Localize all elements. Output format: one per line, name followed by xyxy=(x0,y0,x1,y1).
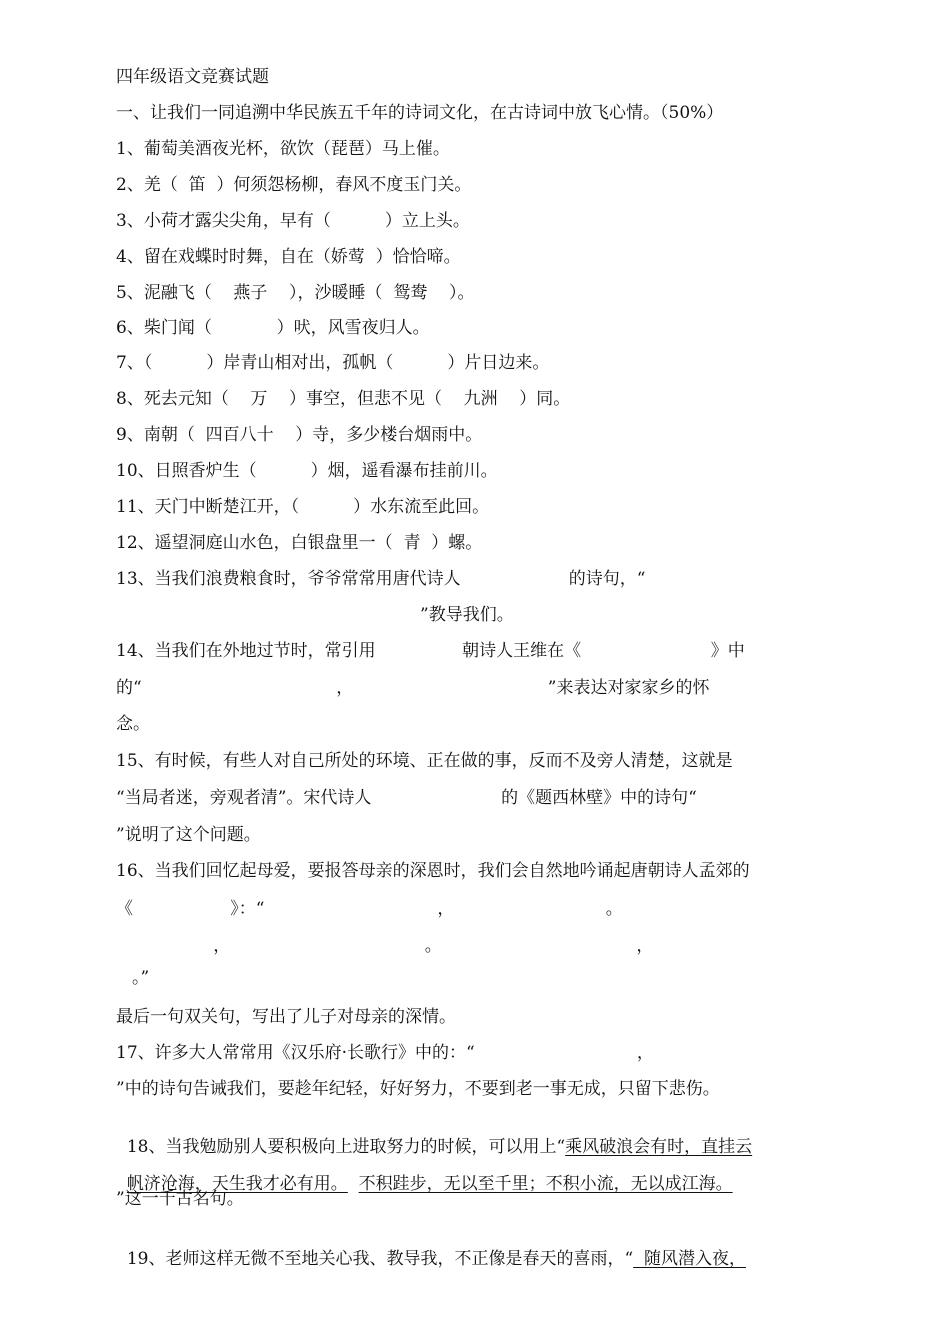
question-19-line-1 xyxy=(116,1226,836,1270)
question-7: 7、（ ）岸青山相对出，孤帆（ ）片日边来。 xyxy=(116,353,550,373)
question-13-line-1: 13、当我们浪费粮食时，爷爷常常用唐代诗人 的诗句，“ xyxy=(116,569,646,589)
question-12: 12、遥望洞庭山水色，白银盘里一（ 青 ）螺。 xyxy=(116,533,483,553)
question-6: 6、柴门闻（ ）吠，风雪夜归人。 xyxy=(116,318,430,338)
question-18-answer-part-1: 乘风破浪会有时，直挂云 xyxy=(565,1137,753,1157)
question-18-answer-part-3: 不积跬步，无以至千里；不积小流，无以成江海。 xyxy=(358,1174,733,1194)
question-16-line-3: ， 。 ， xyxy=(116,936,654,956)
question-1: 1、葡萄美酒夜光杯，欲饮（琵琶）马上催。 xyxy=(116,139,450,159)
question-18-prompt: 18、当我勉励别人要积极向上进取努力的时候，可以用上“ xyxy=(126,1137,566,1157)
page-title: 四年级语文竞赛试题 xyxy=(116,67,269,87)
question-16-line-1: 16、当我们回忆起母爱，要报答母亲的深恩时，我们会自然地吟诵起唐朝诗人孟郊的 xyxy=(116,861,750,881)
section-heading: 一、让我们一同追溯中华民族五千年的诗词文化，在古诗词中放飞心情。（50%） xyxy=(116,103,724,123)
question-14-line-2: 的“ ， ”来表达对家家乡的怀 xyxy=(116,678,710,698)
question-3: 3、小荷才露尖尖角，早有（ ）立上头。 xyxy=(116,211,470,231)
question-18-line-3: ”这一千古名句。 xyxy=(116,1189,244,1209)
question-19-prompt: 19、老师这样无微不至地关心我、教导我，不正像是春天的喜雨，“ xyxy=(126,1249,634,1269)
question-9: 9、南朝（ 四百八十 ）寺，多少楼台烟雨中。 xyxy=(116,425,483,445)
question-17-line-2: ”中的诗句告诫我们，要趁年纪轻，好好努力，不要到老一事无成，只留下悲伤。 xyxy=(116,1079,720,1099)
question-11: 11、天门中断楚江开，（ ）水东流至此回。 xyxy=(116,497,490,517)
question-14-line-1: 14、当我们在外地过节时，常引用 朝诗人王维在《 》中 xyxy=(116,641,745,661)
question-15-line-3: ”说明了这个问题。 xyxy=(116,825,261,845)
question-19-answer: 随风潜入夜， xyxy=(633,1249,746,1269)
question-16-line-2: 《 》：“ ， 。 xyxy=(116,899,623,919)
question-16-line-4: 。” xyxy=(132,968,150,988)
question-15-line-2: “当局者迷，旁观者清”。宋代诗人 的《题西林壁》中的诗句“ xyxy=(116,788,697,808)
question-10: 10、日照香炉生（ ）烟，遥看瀑布挂前川。 xyxy=(116,461,498,481)
question-4: 4、留在戏蝶时时舞，自在（娇莺 ）恰恰啼。 xyxy=(116,247,461,267)
question-5: 5、泥融飞（ 燕子 ），沙暖睡（ 鸳鸯 ）。 xyxy=(116,283,475,303)
question-8: 8、死去元知（ 万 ）事空，但悲不见（ 九洲 ）同。 xyxy=(116,389,571,409)
question-18-answer-part-2: 帆济沧海，天生我才必有用。 xyxy=(126,1174,348,1194)
question-2: 2、羌（ 笛 ）何须怨杨柳，春风不度玉门关。 xyxy=(116,175,472,195)
question-17-line-1: 17、许多大人常常用《汉乐府·长歌行》中的：“ ， xyxy=(116,1043,654,1063)
question-13-line-2: ”教导我们。 xyxy=(420,605,514,625)
question-15-line-1: 15、有时候，有些人对自己所处的环境、正在做的事，反而不及旁人清楚，这就是 xyxy=(116,751,733,771)
question-14-line-3: 念。 xyxy=(116,714,150,734)
question-16-note: 最后一句双关句，写出了儿子对母亲的深情。 xyxy=(116,1007,456,1027)
